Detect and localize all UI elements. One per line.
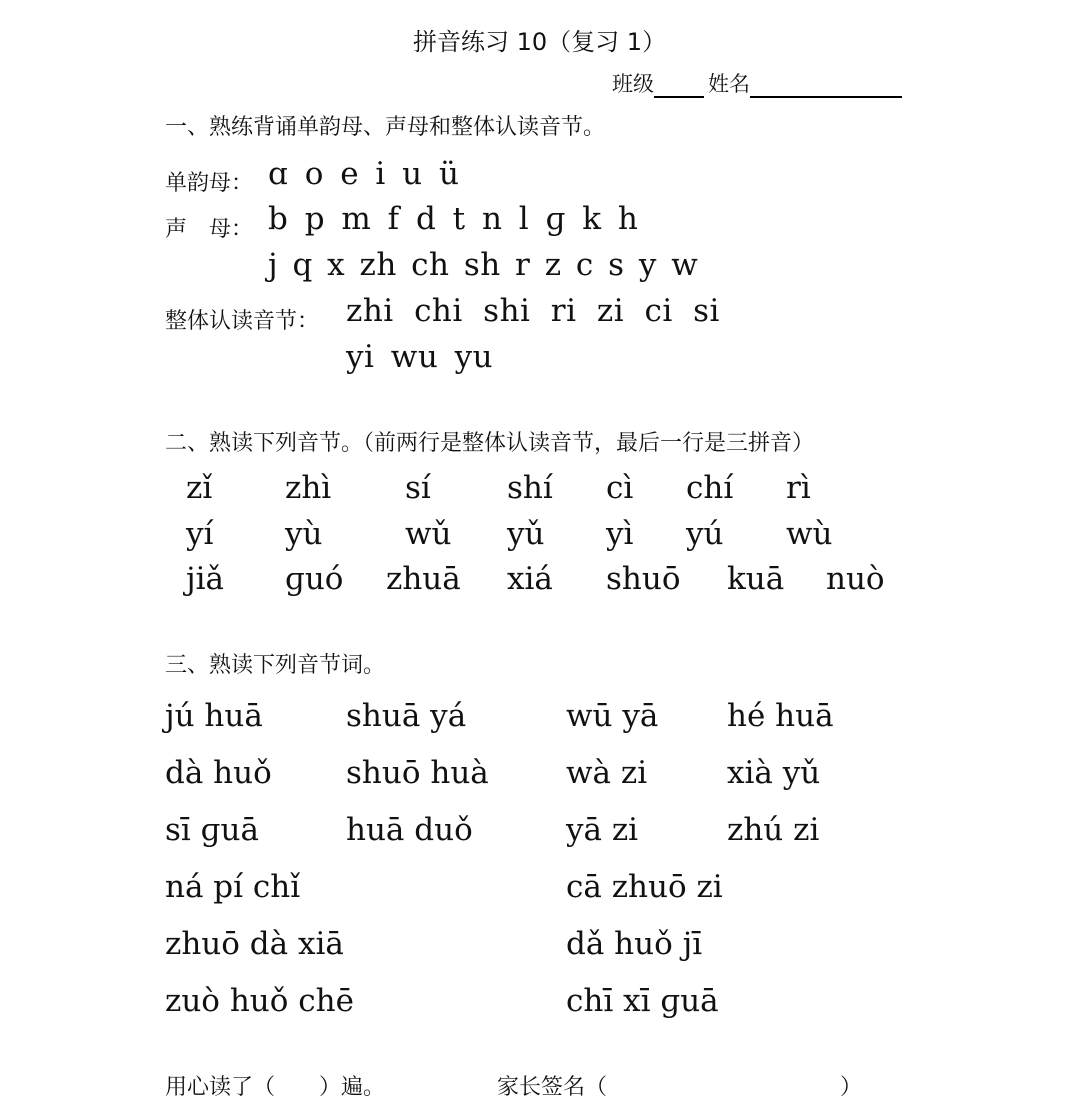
- word: huā duǒ: [346, 812, 473, 848]
- whole-syllables-label: 整体认读音节：: [165, 309, 320, 334]
- class-blank[interactable]: [654, 76, 704, 98]
- syllable: kuā: [727, 561, 785, 597]
- syllable: sí: [405, 470, 431, 506]
- section1-heading: 一、熟练背诵单韵母、声母和整体认读音节。: [165, 115, 606, 140]
- word: dǎ huǒ jī: [566, 926, 703, 962]
- syllable: wù: [786, 516, 833, 552]
- syllable: yí: [186, 516, 214, 552]
- whole-syllables-line1: zhi chi shi ri zi ci si: [346, 293, 720, 329]
- word: hé huā: [727, 698, 834, 734]
- syllable: shuō: [606, 561, 681, 597]
- parent-signature-label: 家长签名（: [497, 1075, 608, 1100]
- word: wū yā: [566, 698, 659, 734]
- class-label: 班级: [612, 72, 654, 96]
- word: zhú zi: [727, 812, 820, 848]
- syllable: yù: [285, 516, 323, 552]
- initials-line2: j q x zh ch sh r z c s y w: [268, 247, 699, 283]
- vowels-label: 单韵母：: [165, 171, 254, 196]
- word: ná pí chǐ: [165, 869, 301, 905]
- name-blank[interactable]: [750, 76, 902, 98]
- syllable: jiǎ: [186, 561, 225, 597]
- word: xià yǔ: [727, 755, 821, 791]
- student-info: [612, 68, 902, 98]
- word: yā zi: [566, 812, 639, 848]
- word: wà zi: [566, 755, 648, 791]
- whole-syllables-line2: yi wu yu: [346, 339, 494, 375]
- word: dà huǒ: [165, 755, 272, 791]
- parent-signature-close: ）: [840, 1075, 863, 1100]
- syllable: ɡuó: [285, 561, 344, 597]
- syllable: yì: [606, 516, 634, 552]
- vowels-list: ɑ o e i u ü: [268, 156, 460, 192]
- word: cā zhuō zi: [566, 869, 723, 905]
- word: shuō huà: [346, 755, 489, 791]
- read-count-label: 用心读了（ ）遍。: [165, 1075, 386, 1100]
- syllable: zǐ: [186, 470, 213, 506]
- word: chī xī ɡuā: [566, 983, 719, 1019]
- syllable: shí: [507, 470, 553, 506]
- initials-label: 声 母：: [165, 217, 254, 242]
- syllable: zhì: [285, 470, 332, 506]
- syllable: cì: [606, 470, 634, 506]
- syllable: nuò: [826, 561, 885, 597]
- word: jú huā: [165, 698, 263, 734]
- page-title: 拼音练习 10（复习 1）: [413, 28, 667, 56]
- word: zhuō dà xiā: [165, 926, 344, 962]
- syllable: yǔ: [507, 516, 545, 552]
- syllable: yú: [686, 516, 724, 552]
- syllable: xiá: [507, 561, 553, 597]
- word: shuā yá: [346, 698, 467, 734]
- section2-heading: 二、熟读下列音节。（前两行是整体认读音节，最后一行是三拼音）: [165, 431, 815, 456]
- initials-line1: b p m f d t n l ɡ k h: [268, 201, 639, 237]
- syllable: rì: [786, 470, 811, 506]
- section3-heading: 三、熟读下列音节词。: [165, 653, 386, 678]
- syllable: zhuā: [386, 561, 461, 597]
- word: sī ɡuā: [165, 812, 259, 848]
- syllable: wǔ: [405, 516, 452, 552]
- syllable: chí: [686, 470, 734, 506]
- name-label: 姓名: [708, 72, 750, 96]
- word: zuò huǒ chē: [165, 983, 354, 1019]
